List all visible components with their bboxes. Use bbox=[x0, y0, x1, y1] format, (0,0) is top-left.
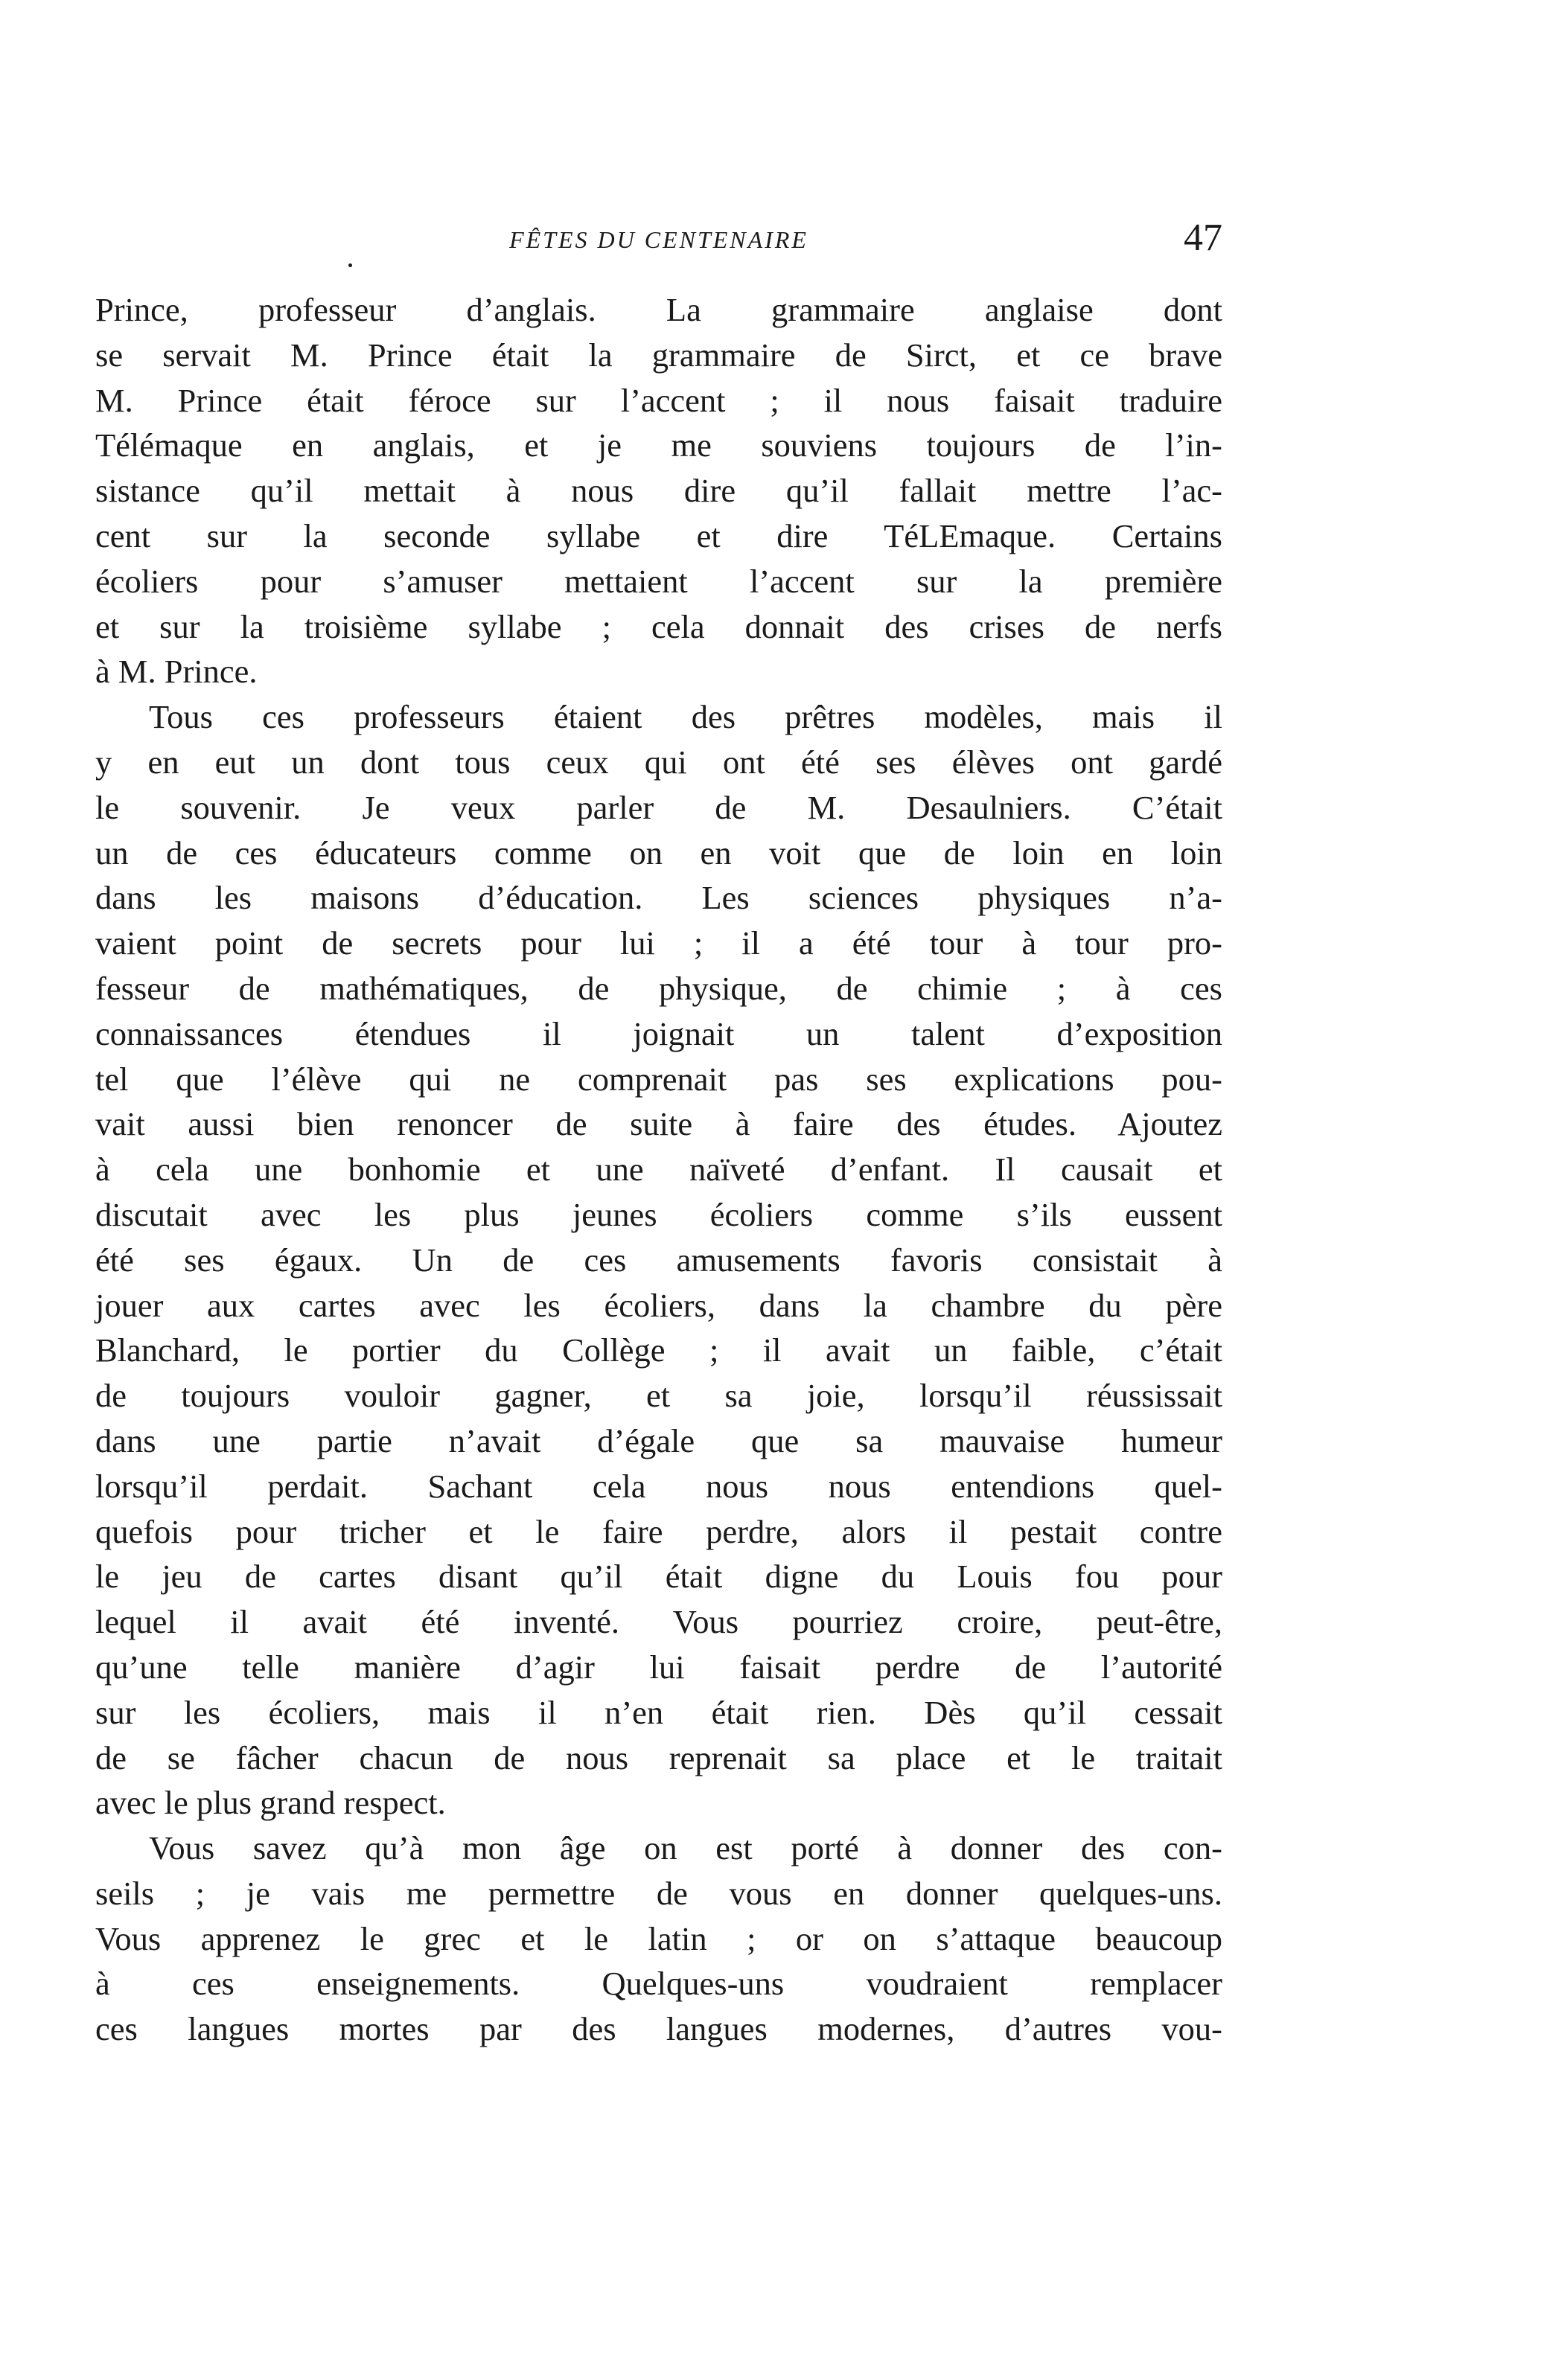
text-line: fesseur de mathématiques, de physique, de chimie ; à ces bbox=[95, 969, 1222, 1007]
text-line: seils ; je vais me permettre de vous en donner quelques-uns. bbox=[95, 1874, 1222, 1912]
text-line: dans les maisons d’éducation. Les sciences physiques n’a- bbox=[95, 879, 1222, 917]
text-line: un de ces éducateurs comme on en voit que de loin en loin bbox=[95, 834, 1222, 871]
body-text bbox=[95, 287, 1222, 2052]
text-line: lorsqu’il perdait. Sachant cela nous nous entendions quel- bbox=[95, 1467, 1222, 1505]
text-line: discutait avec les plus jeunes écoliers comme s’ils eussent bbox=[95, 1195, 1222, 1233]
text-line: écoliers pour s’amuser mettaient l’accent sur la première bbox=[95, 562, 1222, 600]
text-line: avec le plus grand respect. bbox=[95, 1784, 446, 1822]
text-line: vait aussi bien renoncer de suite à faire des études. Ajoutez bbox=[95, 1105, 1222, 1143]
text-line: y en eut un dont tous ceux qui ont été ses élèves ont gardé bbox=[95, 743, 1222, 781]
text-line: à ces enseignements. Quelques-uns voudraient remplacer bbox=[95, 1965, 1222, 2003]
text-line: le souvenir. Je veux parler de M. Desaulniers. C’était bbox=[95, 788, 1222, 826]
text-line: sur les écoliers, mais il n’en était rien. Dès qu’il cessait bbox=[95, 1693, 1222, 1731]
running-title: FÊTES DU CENTENAIRE bbox=[509, 226, 808, 253]
text-line: qu’une telle manière d’agir lui faisait perdre de l’autorité bbox=[95, 1648, 1222, 1686]
text-line: Prince, professeur d’anglais. La grammaire anglaise dont bbox=[95, 291, 1222, 328]
text-line: se servait M. Prince était la grammaire de Sirct, et ce brave bbox=[95, 336, 1222, 374]
text-line: cent sur la seconde syllabe et dire TéLEmaque. Certains bbox=[95, 516, 1222, 554]
text-line: ces langues mortes par des langues modernes, d’autres vou- bbox=[95, 2010, 1222, 2048]
text-line: Vous savez qu’à mon âge on est porté à donner des con- bbox=[149, 1829, 1222, 1867]
page-number: 47 bbox=[1184, 217, 1222, 259]
text-line: tel que l’élève qui ne comprenait pas ses explications pou- bbox=[95, 1060, 1222, 1098]
text-line: quefois pour tricher et le faire perdre, alors il pestait contre bbox=[95, 1512, 1222, 1550]
text-line: lequel il avait été inventé. Vous pourriez croire, peut-être, bbox=[95, 1603, 1222, 1641]
text-line: à cela une bonhomie et une naïveté d’enfant. Il causait et bbox=[95, 1151, 1222, 1189]
text-line: de toujours vouloir gagner, et sa joie, lorsqu’il réussissait bbox=[95, 1377, 1222, 1415]
text-line: de se fâcher chacun de nous reprenait sa place et le traitait bbox=[95, 1738, 1222, 1776]
text-line: Blanchard, le portier du Collège ; il avait un faible, c’était bbox=[95, 1331, 1222, 1369]
book-page bbox=[95, 216, 1222, 2052]
text-line: Tous ces professeurs étaient des prêtres modèles, mais il bbox=[149, 698, 1222, 736]
text-line: M. Prince était féroce sur l’accent ; il nous faisait traduire bbox=[95, 381, 1222, 419]
text-line: sistance qu’il mettait à nous dire qu’il fallait mettre l’ac- bbox=[95, 472, 1222, 510]
text-line: dans une partie n’avait d’égale que sa mauvaise humeur bbox=[95, 1421, 1222, 1459]
text-line: le jeu de cartes disant qu’il était digne du Louis fou pour bbox=[95, 1558, 1222, 1596]
text-line: été ses égaux. Un de ces amusements favoris consistait à bbox=[95, 1241, 1222, 1279]
text-line: Vous apprenez le grec et le latin ; or on s’attaque beaucoup bbox=[95, 1919, 1222, 1957]
text-line: jouer aux cartes avec les écoliers, dans la chambre du père bbox=[95, 1286, 1222, 1324]
text-line: vaient point de secrets pour lui ; il a été tour à tour pro- bbox=[95, 924, 1222, 962]
ink-dot bbox=[348, 263, 352, 267]
text-line: connaissances étendues il joignait un talent d’exposition bbox=[95, 1014, 1222, 1052]
text-line: et sur la troisième syllabe ; cela donnait des crises de nerfs bbox=[95, 607, 1222, 645]
text-line: à M. Prince. bbox=[95, 653, 258, 691]
text-line: Télémaque en anglais, et je me souviens toujours de l’in- bbox=[95, 426, 1222, 464]
running-head bbox=[95, 216, 1222, 268]
